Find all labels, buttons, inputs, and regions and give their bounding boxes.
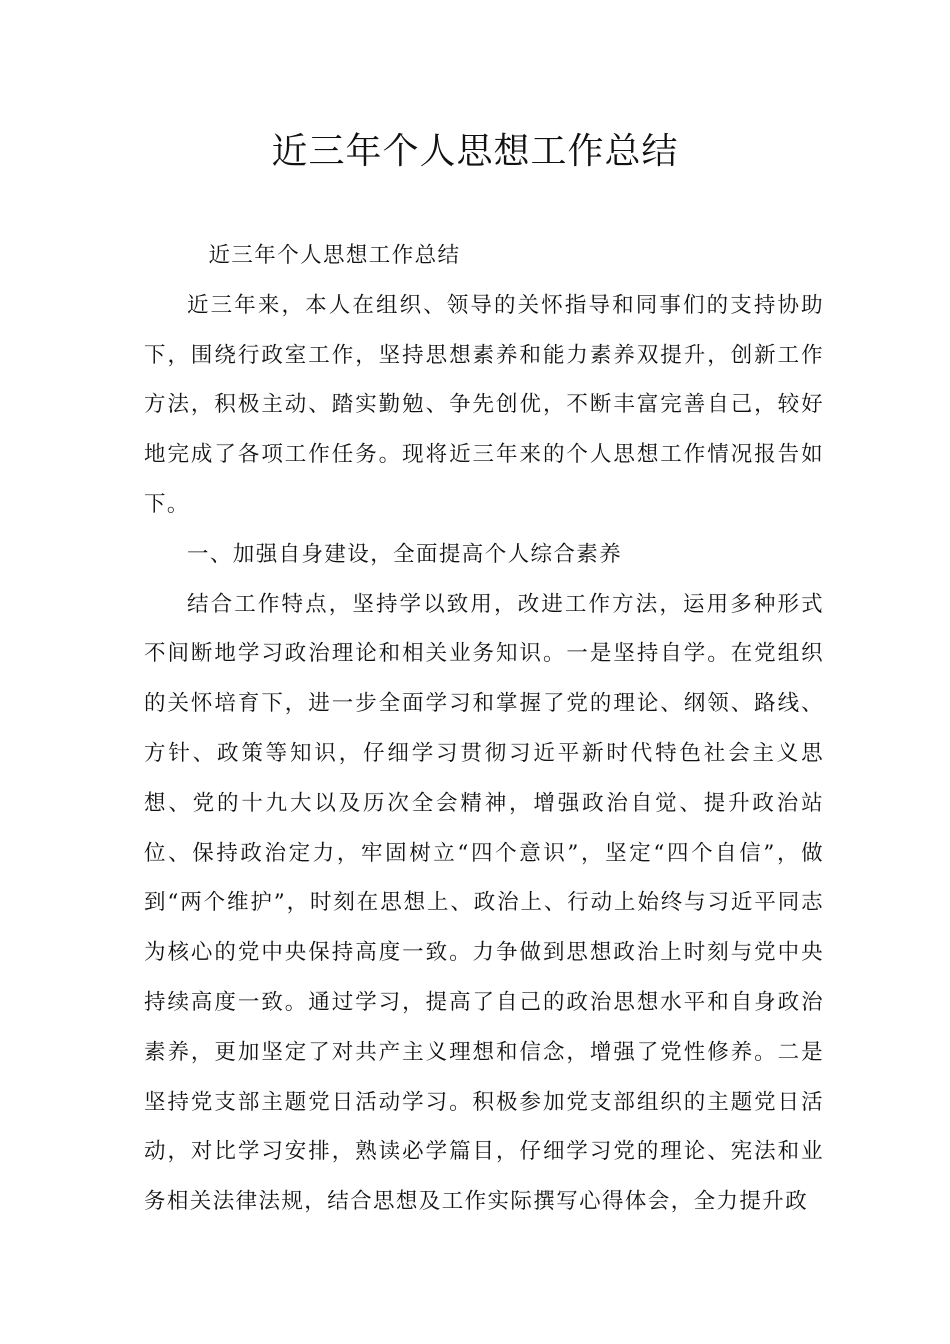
document-subtitle: 近三年个人思想工作总结: [208, 243, 461, 268]
paragraph-section-1: 结合工作特点，坚持学以致用，改进工作方法，运用多种形式不间断地学习政治理论和相关业务知识。一是坚持自学。在党组织的关怀培育下，进一步全面学习和掌握了党的理论、纲领、路线、方针、政策等知识，仔细学习贯彻习近平新时代特色社会主义思想、党的十九大以及历次全会精神，增强政治自觉、提升政治站位、保持政治定力，牢固树立“四个意识”，坚定“四个自信”，做到“两个维护”，时刻在思想上、政治上、行动上始终与习近平同志为核心的党中央保持高度一致。力争做到思想政治上时刻与党中央持续高度一致。通过学习，提高了自己的政治思想水平和自身政治素养，更加坚定了对共产主义理想和信念，增强了党性修养。二是坚持党支部主题党日活动学习。积极参加党支部组织的主题党日活动，对比学习安排，熟读必学篇目，仔细学习党的理论、宪法和业务相关法律法规，结合思想及工作实际撰写心得体会，全力提升政: [144, 591, 824, 1215]
document-body: [144, 231, 824, 1227]
section-heading-1: 一、加强自身建设，全面提高个人综合素养: [187, 541, 623, 567]
paragraph-intro: 近三年来，本人在组织、领导的关怀指导和同事们的支持协助下，围绕行政室工作，坚持思想素养和能力素养双提升，创新工作方法，积极主动、踏实勤勉、争先创优，不断丰富完善自己，较好地完成了各项工作任务。现将近三年来的个人思想工作情况报告如下。: [144, 292, 824, 517]
document-title: 近三年个人思想工作总结: [271, 131, 679, 172]
